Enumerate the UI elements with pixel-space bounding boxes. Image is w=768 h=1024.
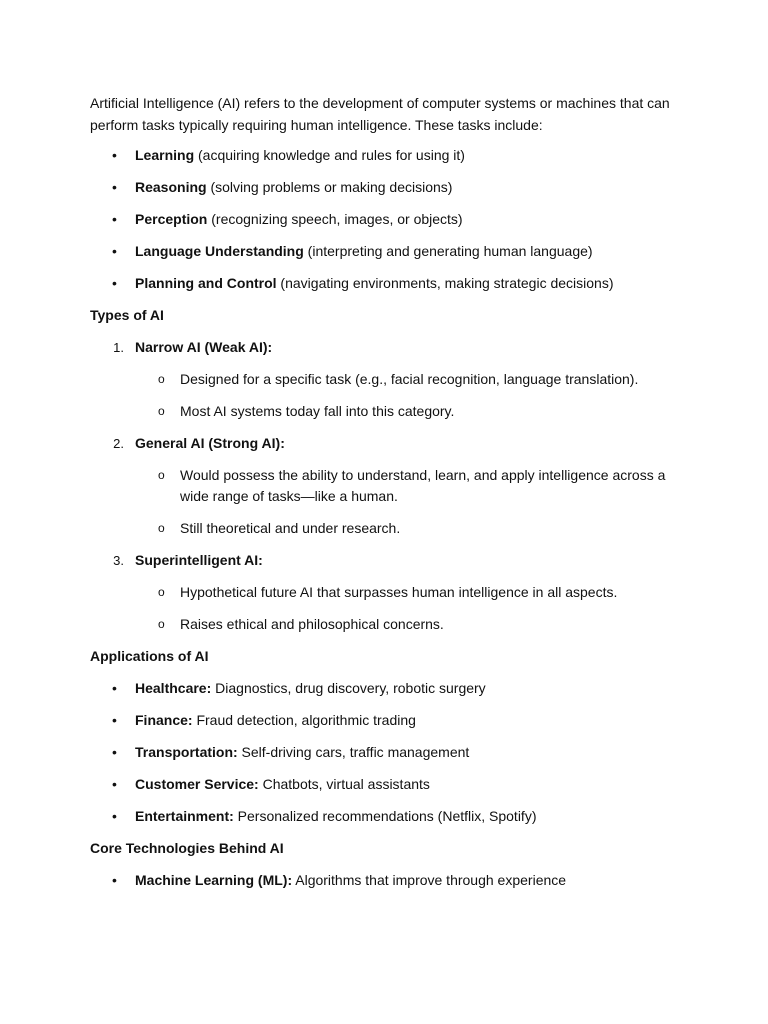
intro-paragraph: Artificial Intelligence (AI) refers to the development of computer systems or machines that can perform tasks typically requiring human intelligence. These tasks include:	[90, 95, 670, 133]
sub-item-text: Hypothetical future AI that surpasses human intelligence in all aspects.	[180, 584, 618, 600]
bullet-icon: •	[112, 872, 117, 888]
core-technologies-heading: Core Technologies Behind AI	[90, 840, 284, 856]
applications-list	[90, 678, 680, 827]
list-item	[90, 806, 680, 827]
bullet-icon: •	[112, 179, 117, 195]
bullet-icon: •	[112, 211, 117, 227]
item-desc: (interpreting and generating human language)	[303, 243, 593, 259]
item-number: 2.	[113, 436, 124, 451]
item-desc: Personalized recommendations (Netflix, Spotify)	[233, 808, 537, 824]
item-number: 3.	[113, 553, 124, 568]
circle-bullet-icon: o	[158, 617, 165, 631]
item-title: Superintelligent AI:	[135, 552, 263, 568]
sub-item-text: Still theoretical and under research.	[180, 520, 401, 536]
sub-item	[90, 518, 680, 539]
item-term: Learning	[135, 147, 195, 163]
item-term: Entertainment:	[135, 808, 234, 824]
list-item	[90, 742, 680, 763]
bullet-icon: •	[112, 147, 117, 163]
item-term: Machine Learning (ML):	[135, 872, 293, 888]
item-desc: Fraud detection, algorithmic trading	[192, 712, 416, 728]
circle-bullet-icon: o	[158, 404, 165, 418]
item-desc: (acquiring knowledge and rules for using it)	[194, 147, 465, 163]
circle-bullet-icon: o	[158, 585, 165, 599]
item-desc: (recognizing speech, images, or objects)	[207, 211, 463, 227]
applications-heading: Applications of AI	[90, 648, 209, 664]
sub-item	[90, 369, 680, 390]
circle-bullet-icon: o	[158, 372, 165, 386]
circle-bullet-icon: o	[158, 468, 165, 482]
types-heading: Types of AI	[90, 307, 164, 323]
item-desc: (solving problems or making decisions)	[206, 179, 453, 195]
list-item	[90, 209, 680, 230]
item-desc: Diagnostics, drug discovery, robotic surgery	[211, 680, 486, 696]
document-body	[90, 92, 680, 902]
list-item	[90, 145, 680, 166]
item-desc: (navigating environments, making strategic decisions)	[276, 275, 614, 291]
list-item	[90, 774, 680, 795]
list-item	[90, 678, 680, 699]
sub-item-text: Designed for a specific task (e.g., facial recognition, language translation).	[180, 371, 639, 387]
item-title: Narrow AI (Weak AI):	[135, 339, 273, 355]
circle-bullet-icon: o	[158, 521, 165, 535]
bullet-icon: •	[112, 744, 117, 760]
item-term: Planning and Control	[135, 275, 277, 291]
bullet-icon: •	[112, 243, 117, 259]
numbered-item	[90, 337, 680, 358]
numbered-item	[90, 550, 680, 571]
bullet-icon: •	[112, 776, 117, 792]
list-item	[90, 273, 680, 294]
list-item	[90, 870, 680, 891]
list-item	[90, 177, 680, 198]
bullet-icon: •	[112, 275, 117, 291]
item-term: Healthcare:	[135, 680, 212, 696]
types-list	[90, 337, 680, 635]
sub-item	[90, 401, 680, 422]
item-desc: Chatbots, virtual assistants	[258, 776, 430, 792]
tasks-list	[90, 145, 680, 294]
item-term: Transportation:	[135, 744, 238, 760]
item-term: Perception	[135, 211, 208, 227]
list-item	[90, 710, 680, 731]
item-term: Customer Service:	[135, 776, 259, 792]
item-term: Reasoning	[135, 179, 207, 195]
sub-item	[90, 465, 680, 507]
sub-item	[90, 582, 680, 603]
bullet-icon: •	[112, 712, 117, 728]
core-technologies-list	[90, 870, 680, 891]
sub-item-text: Most AI systems today fall into this category.	[180, 403, 455, 419]
item-desc: Algorithms that improve through experience	[292, 872, 567, 888]
sub-item	[90, 614, 680, 635]
item-term: Language Understanding	[135, 243, 304, 259]
sub-item-text: Would possess the ability to understand, learn, and apply intelligence across a wide range of tasks—like a human.	[180, 467, 666, 504]
bullet-icon: •	[112, 680, 117, 696]
sub-item-text: Raises ethical and philosophical concerns.	[180, 616, 444, 632]
list-item	[90, 241, 680, 262]
item-term: Finance:	[135, 712, 193, 728]
item-number: 1.	[113, 340, 124, 355]
item-title: General AI (Strong AI):	[135, 435, 285, 451]
item-desc: Self-driving cars, traffic management	[237, 744, 470, 760]
bullet-icon: •	[112, 808, 117, 824]
numbered-item	[90, 433, 680, 454]
